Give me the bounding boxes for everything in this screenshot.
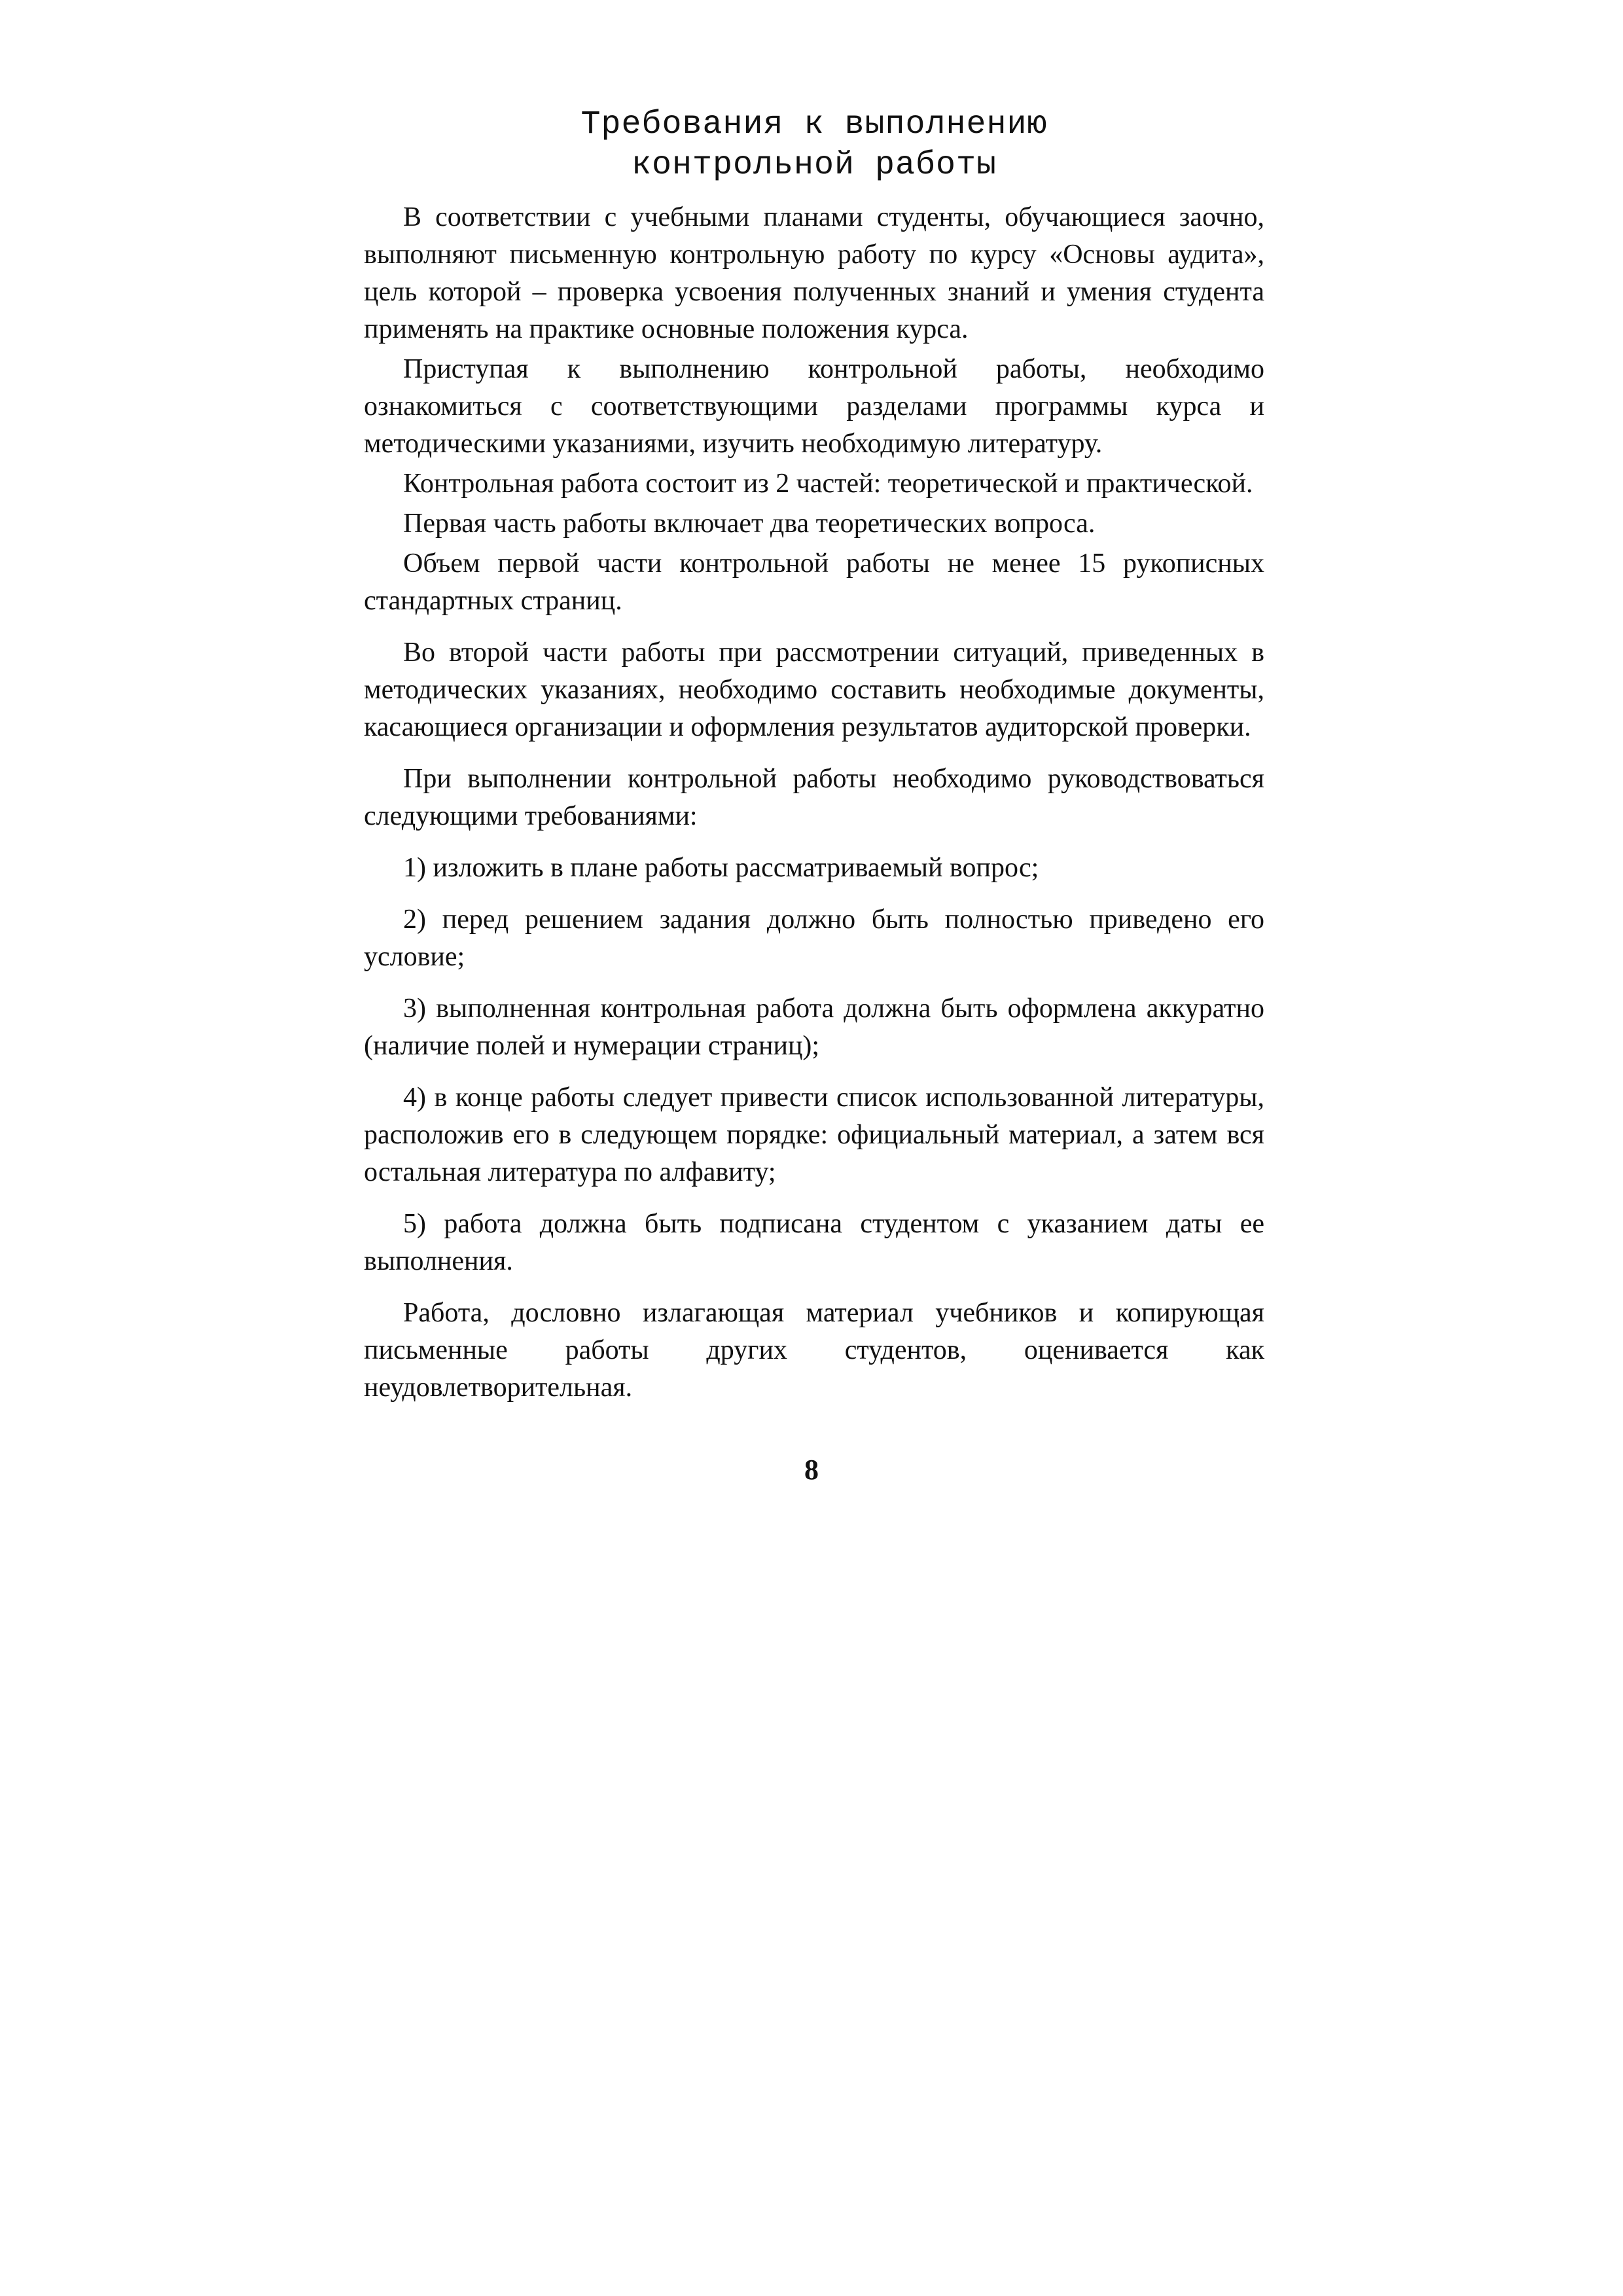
paragraph-requirements-intro: При выполнении контрольной работы необходимо руководствоваться следующими требованиями: (364, 764, 1264, 831)
page-number: 8 (804, 1454, 819, 1486)
requirement-item-4: 4) в конце работы следует привести список использованной литературы, расположив его в следующем порядке: официальный материал, а затем вся остальная литература по алфавиту; (364, 1083, 1264, 1187)
paragraph-structure: Контрольная работа состоит из 2 частей: теоретической и практической. (403, 469, 1253, 499)
paragraph-part-one: Первая часть работы включает два теоретических вопроса. (403, 509, 1096, 539)
section-title (364, 105, 1264, 186)
requirement-item-5: 5) работа должна быть подписана студентом с указанием даты ее выполнения. (364, 1209, 1264, 1276)
document-page (364, 105, 1264, 1407)
paragraph-preparation: Приступая к выполнению контрольной работы, необходимо ознакомиться с соответствующими разделами программы курса и методическими указаниями, изучить необходимую литературу. (364, 354, 1264, 459)
paragraph-volume: Объем первой части контрольной работы не менее 15 рукописных стандартных страниц. (364, 548, 1264, 616)
requirement-item-3: 3) выполненная контрольная работа должна быть оформлена аккуратно (наличие полей и нумерации страниц); (364, 994, 1264, 1061)
paragraph-evaluation: Работа, дословно излагающая материал учебников и копирующая письменные работы других студентов, оценивается как неудовлетворительная. (364, 1298, 1264, 1403)
section-title-line-1: Требования к выполнению (580, 106, 1048, 143)
paragraph-part-two: Во второй части работы при рассмотрении ситуаций, приведенных в методических указаниях, необходимо составить необходимые документы, касающиеся организации и оформления результатов аудиторской проверки. (364, 637, 1264, 742)
requirement-item-1: 1) изложить в плане работы рассматриваемый вопрос; (403, 853, 1039, 883)
requirement-item-2: 2) перед решением задания должно быть полностью приведено его условие; (364, 905, 1264, 972)
paragraph-intro: В соответствии с учебными планами студенты, обучающиеся заочно, выполняют письменную контрольную работу по курсу «Основы аудита», цель которой – проверка усвоения полученных знаний и умения студента применять на практике основные положения курса. (364, 202, 1264, 344)
section-title-line-2: контрольной работы (631, 147, 997, 184)
